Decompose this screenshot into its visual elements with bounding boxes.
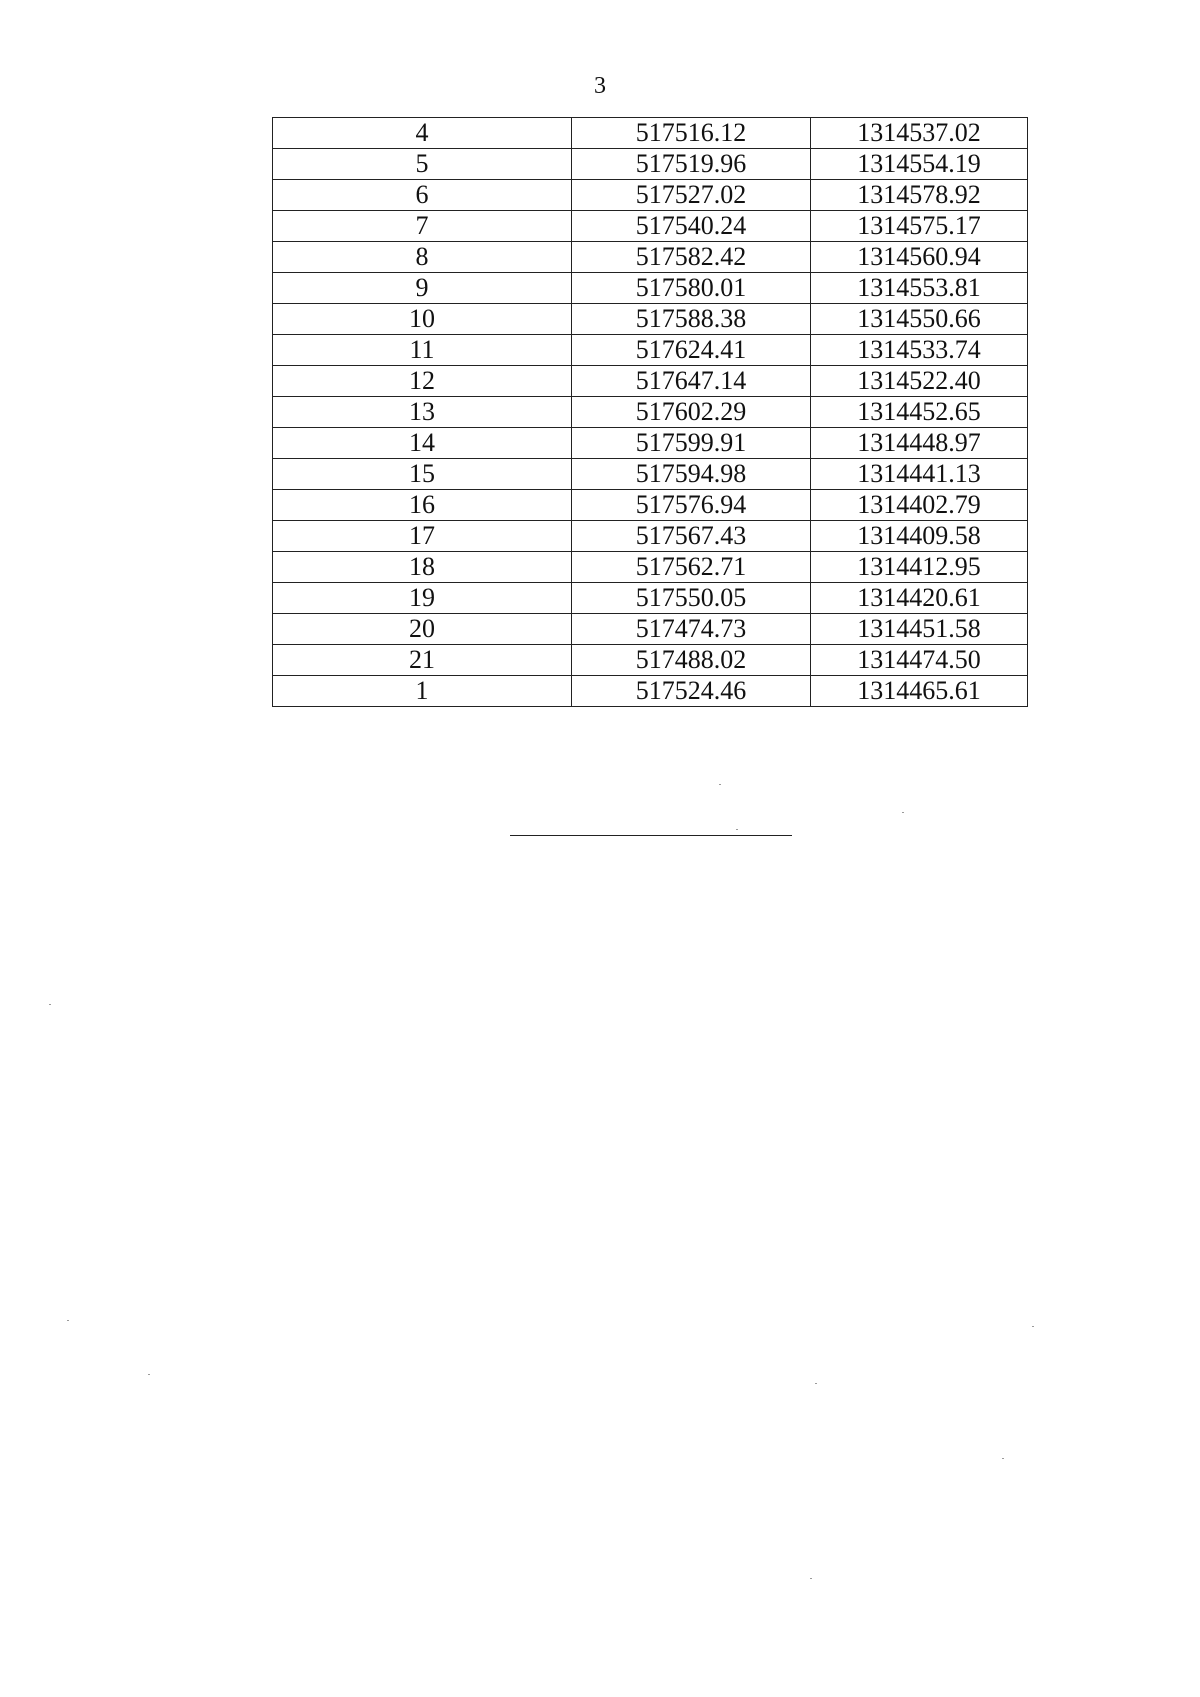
scan-speck — [736, 829, 738, 830]
point-number-cell: 8 — [273, 242, 572, 273]
x-coordinate-cell: 517562.71 — [572, 552, 811, 583]
x-coordinate-cell: 517580.01 — [572, 273, 811, 304]
table-row — [273, 614, 1028, 645]
table-row — [273, 211, 1028, 242]
table-row — [273, 552, 1028, 583]
y-coordinate-cell: 1314550.66 — [811, 304, 1028, 335]
table-row — [273, 366, 1028, 397]
coordinates-table — [272, 117, 1028, 707]
x-coordinate-cell: 517550.05 — [572, 583, 811, 614]
point-number-cell: 10 — [273, 304, 572, 335]
table-row — [273, 242, 1028, 273]
point-number-cell: 15 — [273, 459, 572, 490]
table-row — [273, 459, 1028, 490]
y-coordinate-cell: 1314451.58 — [811, 614, 1028, 645]
table-row — [273, 149, 1028, 180]
point-number-cell: 12 — [273, 366, 572, 397]
table-row — [273, 118, 1028, 149]
point-number-cell: 4 — [273, 118, 572, 149]
y-coordinate-cell: 1314409.58 — [811, 521, 1028, 552]
point-number-cell: 20 — [273, 614, 572, 645]
table-row — [273, 676, 1028, 707]
x-coordinate-cell: 517524.46 — [572, 676, 811, 707]
point-number-cell: 11 — [273, 335, 572, 366]
table-row — [273, 521, 1028, 552]
x-coordinate-cell: 517647.14 — [572, 366, 811, 397]
x-coordinate-cell: 517567.43 — [572, 521, 811, 552]
y-coordinate-cell: 1314560.94 — [811, 242, 1028, 273]
x-coordinate-cell: 517602.29 — [572, 397, 811, 428]
point-number-cell: 21 — [273, 645, 572, 676]
scan-speck — [148, 1374, 150, 1375]
point-number-cell: 19 — [273, 583, 572, 614]
point-number-cell: 6 — [273, 180, 572, 211]
y-coordinate-cell: 1314452.65 — [811, 397, 1028, 428]
table-row — [273, 645, 1028, 676]
point-number-cell: 14 — [273, 428, 572, 459]
scan-speck — [902, 812, 904, 813]
point-number-cell: 5 — [273, 149, 572, 180]
x-coordinate-cell: 517474.73 — [572, 614, 811, 645]
x-coordinate-cell: 517582.42 — [572, 242, 811, 273]
y-coordinate-cell: 1314448.97 — [811, 428, 1028, 459]
y-coordinate-cell: 1314575.17 — [811, 211, 1028, 242]
table-row — [273, 490, 1028, 521]
table-row — [273, 397, 1028, 428]
point-number-cell: 16 — [273, 490, 572, 521]
scan-speck — [815, 1383, 817, 1384]
x-coordinate-cell: 517576.94 — [572, 490, 811, 521]
y-coordinate-cell: 1314402.79 — [811, 490, 1028, 521]
scan-speck — [719, 784, 721, 785]
y-coordinate-cell: 1314420.61 — [811, 583, 1028, 614]
table-row — [273, 583, 1028, 614]
table-row — [273, 428, 1028, 459]
y-coordinate-cell: 1314578.92 — [811, 180, 1028, 211]
x-coordinate-cell: 517599.91 — [572, 428, 811, 459]
table-row — [273, 335, 1028, 366]
y-coordinate-cell: 1314465.61 — [811, 676, 1028, 707]
scan-speck — [810, 1578, 812, 1579]
point-number-cell: 1 — [273, 676, 572, 707]
point-number-cell: 13 — [273, 397, 572, 428]
scan-speck — [49, 1004, 51, 1005]
y-coordinate-cell: 1314522.40 — [811, 366, 1028, 397]
y-coordinate-cell: 1314553.81 — [811, 273, 1028, 304]
point-number-cell: 17 — [273, 521, 572, 552]
y-coordinate-cell: 1314412.95 — [811, 552, 1028, 583]
y-coordinate-cell: 1314474.50 — [811, 645, 1028, 676]
scan-speck — [1002, 1458, 1004, 1459]
scan-speck — [67, 1320, 69, 1321]
x-coordinate-cell: 517624.41 — [572, 335, 811, 366]
y-coordinate-cell: 1314537.02 — [811, 118, 1028, 149]
x-coordinate-cell: 517527.02 — [572, 180, 811, 211]
point-number-cell: 18 — [273, 552, 572, 583]
scan-speck — [1032, 1326, 1034, 1327]
y-coordinate-cell: 1314441.13 — [811, 459, 1028, 490]
x-coordinate-cell: 517519.96 — [572, 149, 811, 180]
y-coordinate-cell: 1314554.19 — [811, 149, 1028, 180]
coordinates-table-body — [273, 118, 1028, 707]
point-number-cell: 7 — [273, 211, 572, 242]
table-row — [273, 304, 1028, 335]
table-row — [273, 273, 1028, 304]
y-coordinate-cell: 1314533.74 — [811, 335, 1028, 366]
x-coordinate-cell: 517588.38 — [572, 304, 811, 335]
x-coordinate-cell: 517488.02 — [572, 645, 811, 676]
x-coordinate-cell: 517540.24 — [572, 211, 811, 242]
table-row — [273, 180, 1028, 211]
x-coordinate-cell: 517516.12 — [572, 118, 811, 149]
point-number-cell: 9 — [273, 273, 572, 304]
x-coordinate-cell: 517594.98 — [572, 459, 811, 490]
page-number: 3 — [594, 73, 606, 99]
end-of-document-rule — [510, 835, 792, 836]
